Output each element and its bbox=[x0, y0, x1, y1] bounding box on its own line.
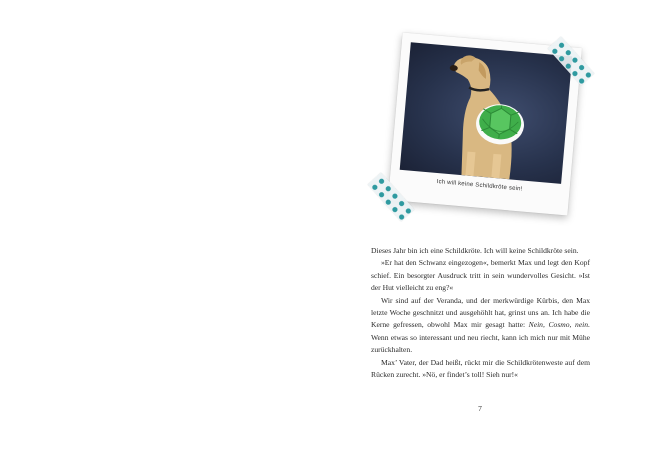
dog-photo bbox=[400, 42, 573, 184]
paragraph-4: Max’ Vater, der Dad heißt, rückt mir die Schildkrötenweste auf dem Rücken zurecht. »Nö, er findet’s toll! Sieh nur!« bbox=[371, 357, 590, 380]
dog-with-turtle-shell-icon bbox=[400, 42, 573, 184]
paragraph-2: »Er hat den Schwanz eingezogen«, bemerkt Max und legt den Kopf schief. Ein besorgter Ausdruck tritt in sein wundervolles Gesicht. »Ist der Hut vielleicht zu eng?« bbox=[371, 258, 590, 293]
paragraph-3-emphasis: Nein, Cosmo, nein. bbox=[528, 320, 590, 330]
paragraph-3-part-a: Wir sind auf der Veranda, und der merkwürdige Kürbis, den Max letzte Woche geschnitzt und ausgehöhlt hat, grinst uns an. Ich habe die Kerne gefressen, obwohl Max mir gesagt hatte: bbox=[371, 295, 590, 330]
paragraph-3 bbox=[371, 295, 590, 357]
paragraph-3-part-b: Wenn etwas so interessant und neu riecht, kann ich mich nur mit Mühe zurückhalten. bbox=[371, 332, 590, 355]
polaroid-photo bbox=[388, 32, 582, 215]
photo-caption: Ich will keine Schildkröte sein! bbox=[436, 179, 523, 193]
paragraph-1: Dieses Jahr bin ich eine Schildkröte. Ich will keine Schildkröte sein. bbox=[371, 246, 579, 255]
page-number: 7 bbox=[478, 404, 482, 413]
body-text bbox=[371, 245, 590, 381]
